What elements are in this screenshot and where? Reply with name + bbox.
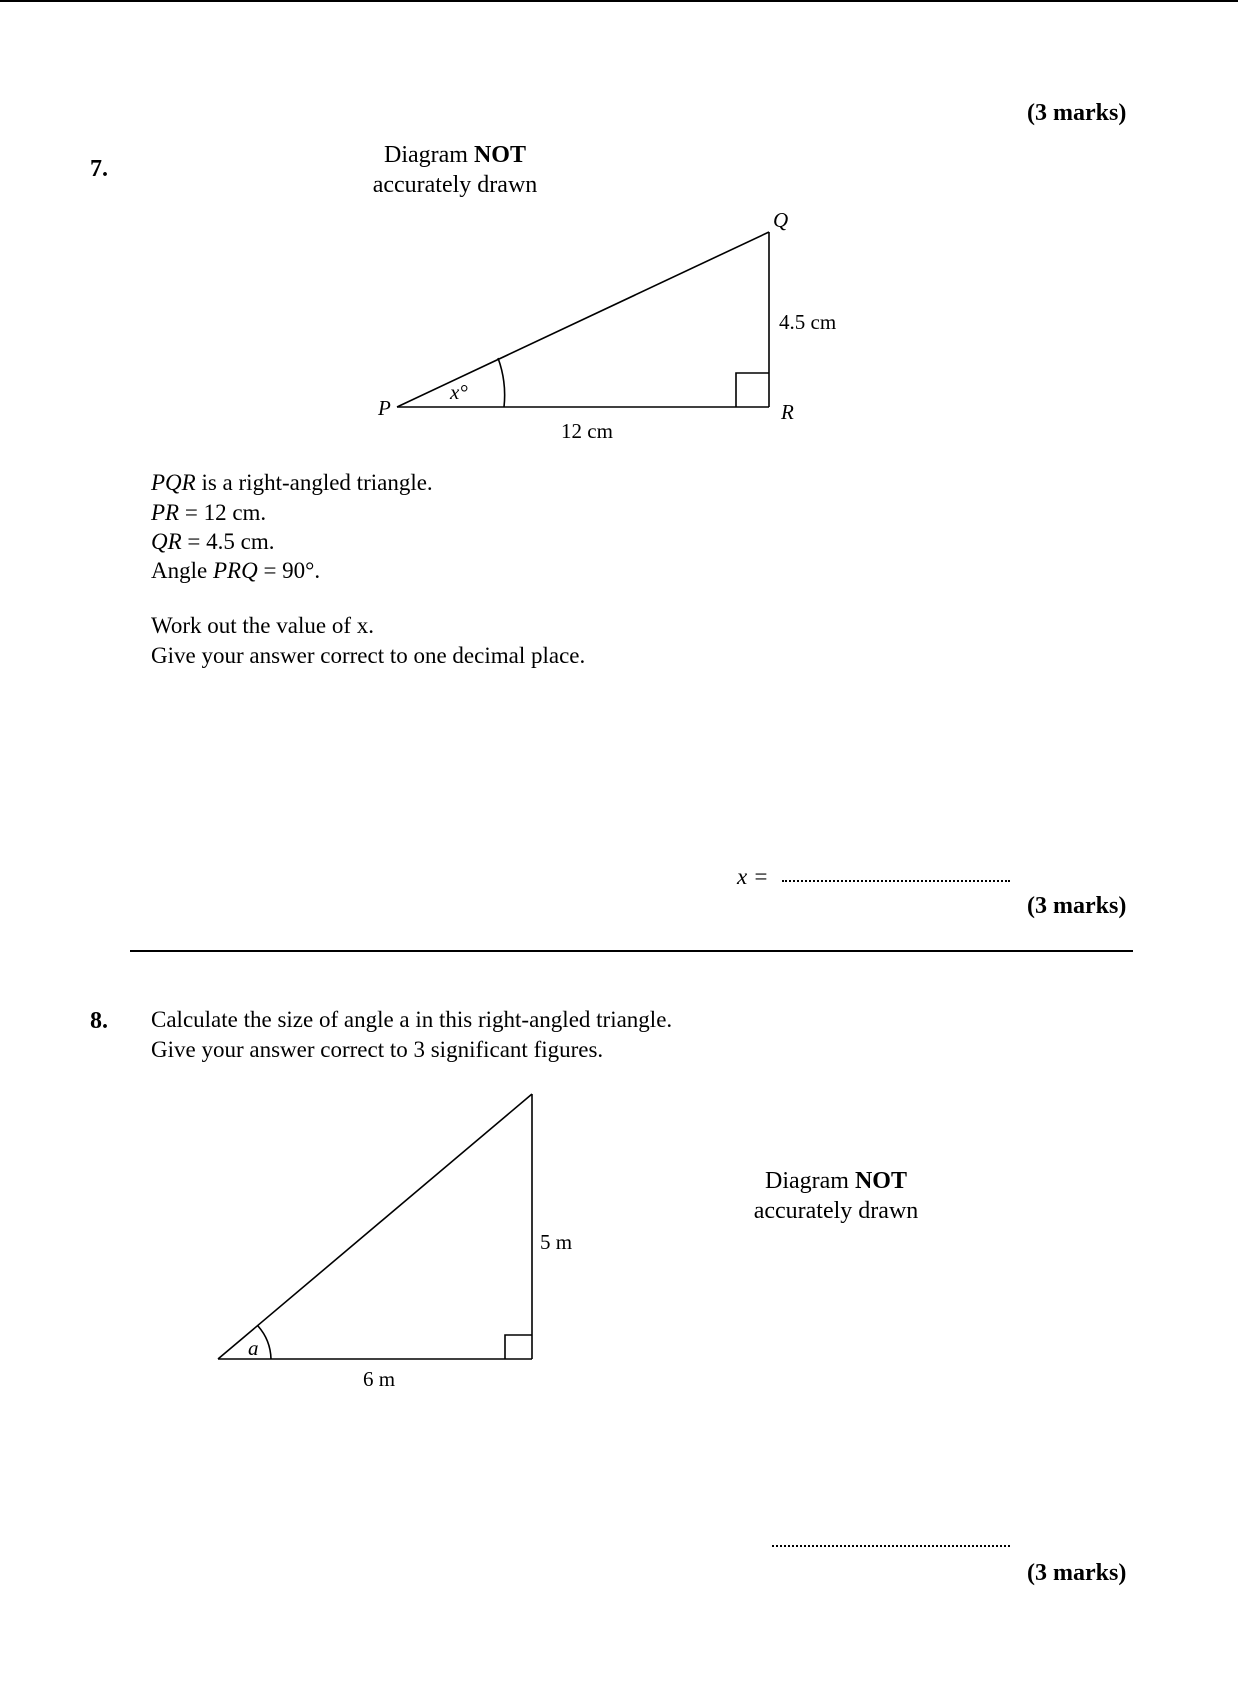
q8-label-angle-a: a <box>248 1336 259 1360</box>
q7-label-side-pr: 12 cm <box>561 419 613 443</box>
q8-line-2: Give your answer correct to 3 significant figures. <box>151 1037 604 1062</box>
q7-label-side-qr: 4.5 cm <box>779 310 837 334</box>
q7-answer-line[interactable] <box>782 880 1010 882</box>
q7-answer-label: x = <box>737 864 769 889</box>
q8-note-line2: accurately drawn <box>753 1198 919 1224</box>
q7-angle-arc <box>498 358 505 407</box>
q8-angle-arc <box>258 1326 271 1359</box>
q8-right-angle-mark <box>505 1335 532 1359</box>
q7-statement-3: QR = 4.5 cm. <box>151 529 275 554</box>
q7-note-line2: accurately drawn <box>372 172 538 198</box>
q7-number: 7. <box>90 156 108 182</box>
q7-label-p: P <box>378 396 391 420</box>
q7-marks: (3 marks) <box>1027 893 1127 919</box>
q8-label-side-vertical: 5 m <box>540 1230 573 1254</box>
q8-note-bold: NOT <box>854 1168 907 1194</box>
q8-note-plain: Diagram <box>765 1168 855 1194</box>
q8-marks: (3 marks) <box>1027 1560 1127 1586</box>
q7-right-angle-mark <box>736 373 769 407</box>
q8-number: 8. <box>90 1008 108 1034</box>
q8-line-1: Calculate the size of angle a in this right-angled triangle. <box>151 1007 673 1032</box>
q7-label-q: Q <box>773 208 789 232</box>
q8-label-side-base: 6 m <box>363 1367 396 1391</box>
q7-instruction-1: Work out the value of x. <box>151 613 374 638</box>
q7-statement-4: Angle PRQ = 90°. <box>151 558 321 583</box>
q7-label-angle-x: x° <box>450 380 468 404</box>
q7-note-plain: Diagram <box>384 142 474 168</box>
question-separator <box>130 950 1133 952</box>
q7-note-bold: NOT <box>473 142 526 168</box>
q7-label-r: R <box>781 400 794 424</box>
q8-diagram-note <box>736 1166 936 1226</box>
q8-triangle <box>218 1094 532 1359</box>
q7-statement-1: PQR is a right-angled triangle. <box>151 470 433 495</box>
q8-side-hypotenuse <box>218 1094 532 1359</box>
q7-statement-2: PR = 12 cm. <box>151 500 267 525</box>
q8-answer-line[interactable] <box>772 1545 1010 1547</box>
marks-previous: (3 marks) <box>1027 100 1127 126</box>
q7-instruction-2: Give your answer correct to one decimal place. <box>151 643 586 668</box>
